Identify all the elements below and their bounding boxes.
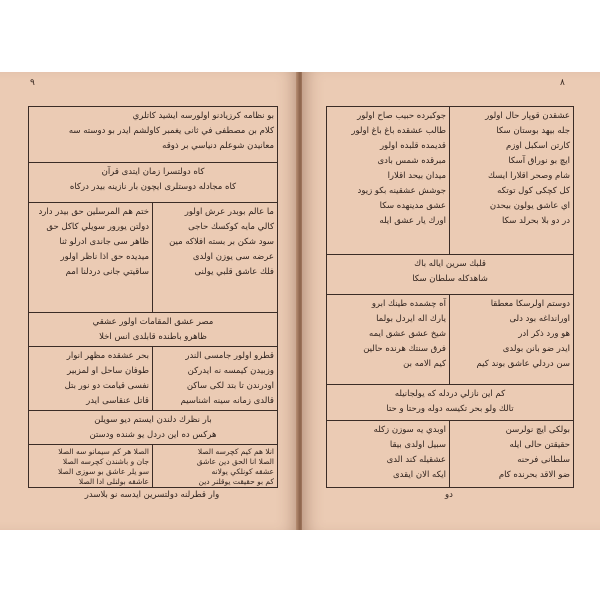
text-line: فلك عاشق قلبي يولنى [194,267,274,277]
text-line: تالك ولو بحر تكيسه دوله ورحتا و حتا [386,404,514,414]
text-line: سلطانى فرحنه [517,455,570,465]
left-page-footer-line: وار قطرلنه دولتسرين ايدسه نو بلاسدر [84,490,220,500]
text-line: هركس ده اين دردل يو شنده ودستن [89,430,217,440]
right-middle-left-column [327,295,450,385]
text-line: مبرقده شمس بادى [377,156,446,166]
text-line: بولكى ايچ نولرسن [505,425,570,435]
text-line: ما عالم بوبدر عرش اولور [184,207,274,217]
text-line: سود شكن بر بسته افلاكه مين [169,237,274,247]
text-line: قديمده قلبده اولور [379,141,446,151]
left-header-band [29,163,277,203]
text-line: جله بيهد بوستان سكا [496,126,570,136]
left-lower-right-column [153,347,277,411]
text-line: هو ورد ذكر ادر [518,329,570,339]
text-line: قلبك سرين اياله باك [414,259,486,269]
text-line: ميديده حق اذا ناظر اولور [60,252,149,262]
text-line: حقيقتن حالى ايله [509,440,570,450]
text-line: سن دردلي عاشق بوند كيم [476,359,570,369]
text-line: شيخ عشق عشق ايمه [369,329,446,339]
text-line: عشق مدينهده سكا [379,201,446,211]
text-line: اورانداغه بود دلى [509,314,570,324]
text-line: اورك يار عشق ايله [379,216,446,226]
text-line: جوشش عشقينه بكو زيود [357,186,446,196]
text-line: مصر عشق المقامات اولور عشقي [92,317,214,327]
text-line: كاه مجادله دوستلرى ايچون بار نازينه بيدر دركاه [69,182,237,192]
left-band-3 [29,411,277,445]
right-top-right-column [450,107,573,255]
text-line: بو نظامه كرزيادنو اولورسه ايشيد كاتلري [132,111,274,121]
text-line: در دو بلا بحرلد سكا [501,216,570,226]
text-line: نفسى قيامت دو نور بتل [64,381,149,391]
text-line: ظاهر سى جاندى ادرلو ثنا [59,237,149,247]
text-line: عشقيله كند الدى [386,455,446,465]
text-line: شاهدكله سلطان سكا [412,274,488,284]
text-line: طوفان ساحل او لمزبير [67,366,149,376]
text-line: كارتن اسكبل اوزم [506,141,570,151]
text-line: ميدان بيحد اقلارا [387,171,446,181]
right-bottom-right-column [450,421,573,487]
text-line: عشقدن قوپار حال اولور [485,111,570,121]
text-line: طالب عشقده باغ باغ اولور [351,126,446,136]
text-line: ايكه الان ايقدى [393,470,446,480]
right-middle-right-column [450,295,573,385]
left-page [0,72,298,530]
right-page-footer-line: دو [445,490,453,500]
text-line: كم بو حقيقت يوقلنر دين [198,477,274,486]
text-line: كل كچكى كول توتكه [497,186,570,196]
left-middle-right-column [153,203,277,313]
text-line: يارك اله ايردل بولما [376,314,446,324]
text-line: ايچ بو نوراق آسكا [508,156,570,166]
left-bottom-right-column [153,445,277,487]
text-line: انلا هم كيم كچرسه الصلا [197,447,274,456]
text-line: سبيل اولدى بيقا [389,440,446,450]
text-line: جان و باشندن كچرسه الصلا [62,457,149,466]
text-line: عاشقه بولنلى ادا الصلا [78,477,149,486]
right-band-2 [327,385,573,421]
text-line: الصلا انا الحق دين عاشق [196,457,274,466]
right-page-frame [326,106,574,488]
right-page [302,72,600,530]
text-line: كالي مايه كوكسك حاجى [188,222,274,232]
left-page-frame [28,106,278,488]
left-top-block [29,107,277,163]
text-line: قالدى زمانه سينه اشناسيم [180,396,274,406]
text-line: كم اين نازلي دردله كه يولجانيله [394,389,506,399]
right-bottom-left-column [327,421,450,487]
text-line: دولتن يورور سويلي كاكل حق [46,222,149,232]
text-line: اي عاشق يولون بيحدن [489,201,570,211]
text-line: سو يلر عاشق بو سوزى الصلا [57,467,149,476]
text-line: ظاهرو باطنده قابلدى انس اخلا [99,332,207,342]
text-line: الصلا هر كم سيمانو سه الصلا [58,447,149,456]
text-line: كلام بن مصطفى في ثانى يغمبر كاولشم ايدر بو دوسته سه [68,126,274,136]
text-line: ايدر ضو بانن بولدى [502,344,570,354]
text-line: ختم هم المرسلين حق بيدر دارد [38,207,149,217]
text-line: كيم الامه بن [403,359,446,369]
text-line: شام وصحر اقلارا ايسك [487,171,570,181]
page-number-left: ٩ [30,78,35,88]
open-book-spread [0,72,600,530]
left-middle-left-column [29,203,153,313]
right-top-left-column [327,107,450,255]
text-line: وزبيدن كيمسه نه ايدركن [187,366,274,376]
text-line: عرضه سى يوزن اولدى [192,252,274,262]
right-header-band [327,255,573,295]
text-line: اودرندن تا بتد لكى ساكن [186,381,274,391]
left-band-2 [29,313,277,347]
text-line: آه چشمده طينك ابرو [371,299,446,309]
text-line: ساقيتي جانى دردلنا امم [65,267,149,277]
text-line: جوكبرده حبيب صاح اولور [357,111,446,121]
text-line: دوستم اولرسكا معطقا [490,299,570,309]
text-line: بار نظرك دلندن ايستم ديو سويلن [94,415,212,425]
left-bottom-left-column [29,445,153,487]
left-lower-left-column [29,347,153,411]
text-line: قطرو اولور جامسى الندر [185,351,274,361]
text-line: اوبدي يه سوزن زكله [373,425,446,435]
text-line: فرق سنتك هرنده حالين [363,344,446,354]
text-line: ضو الاقد بحرنده كام [498,470,570,480]
page-number-right: ٨ [560,78,565,88]
text-line: كاه دولتسرا زمان ايتدى قرآن [101,167,205,177]
text-line: معانيدن شوعلم دنياسي بر ذوقه [162,141,274,151]
text-line: عشقه كونلكي يولانه [211,467,274,476]
text-line: قاتل عنقاسى ايدر [86,396,149,406]
text-line: بحر عشقده مظهر انوار [66,351,149,361]
